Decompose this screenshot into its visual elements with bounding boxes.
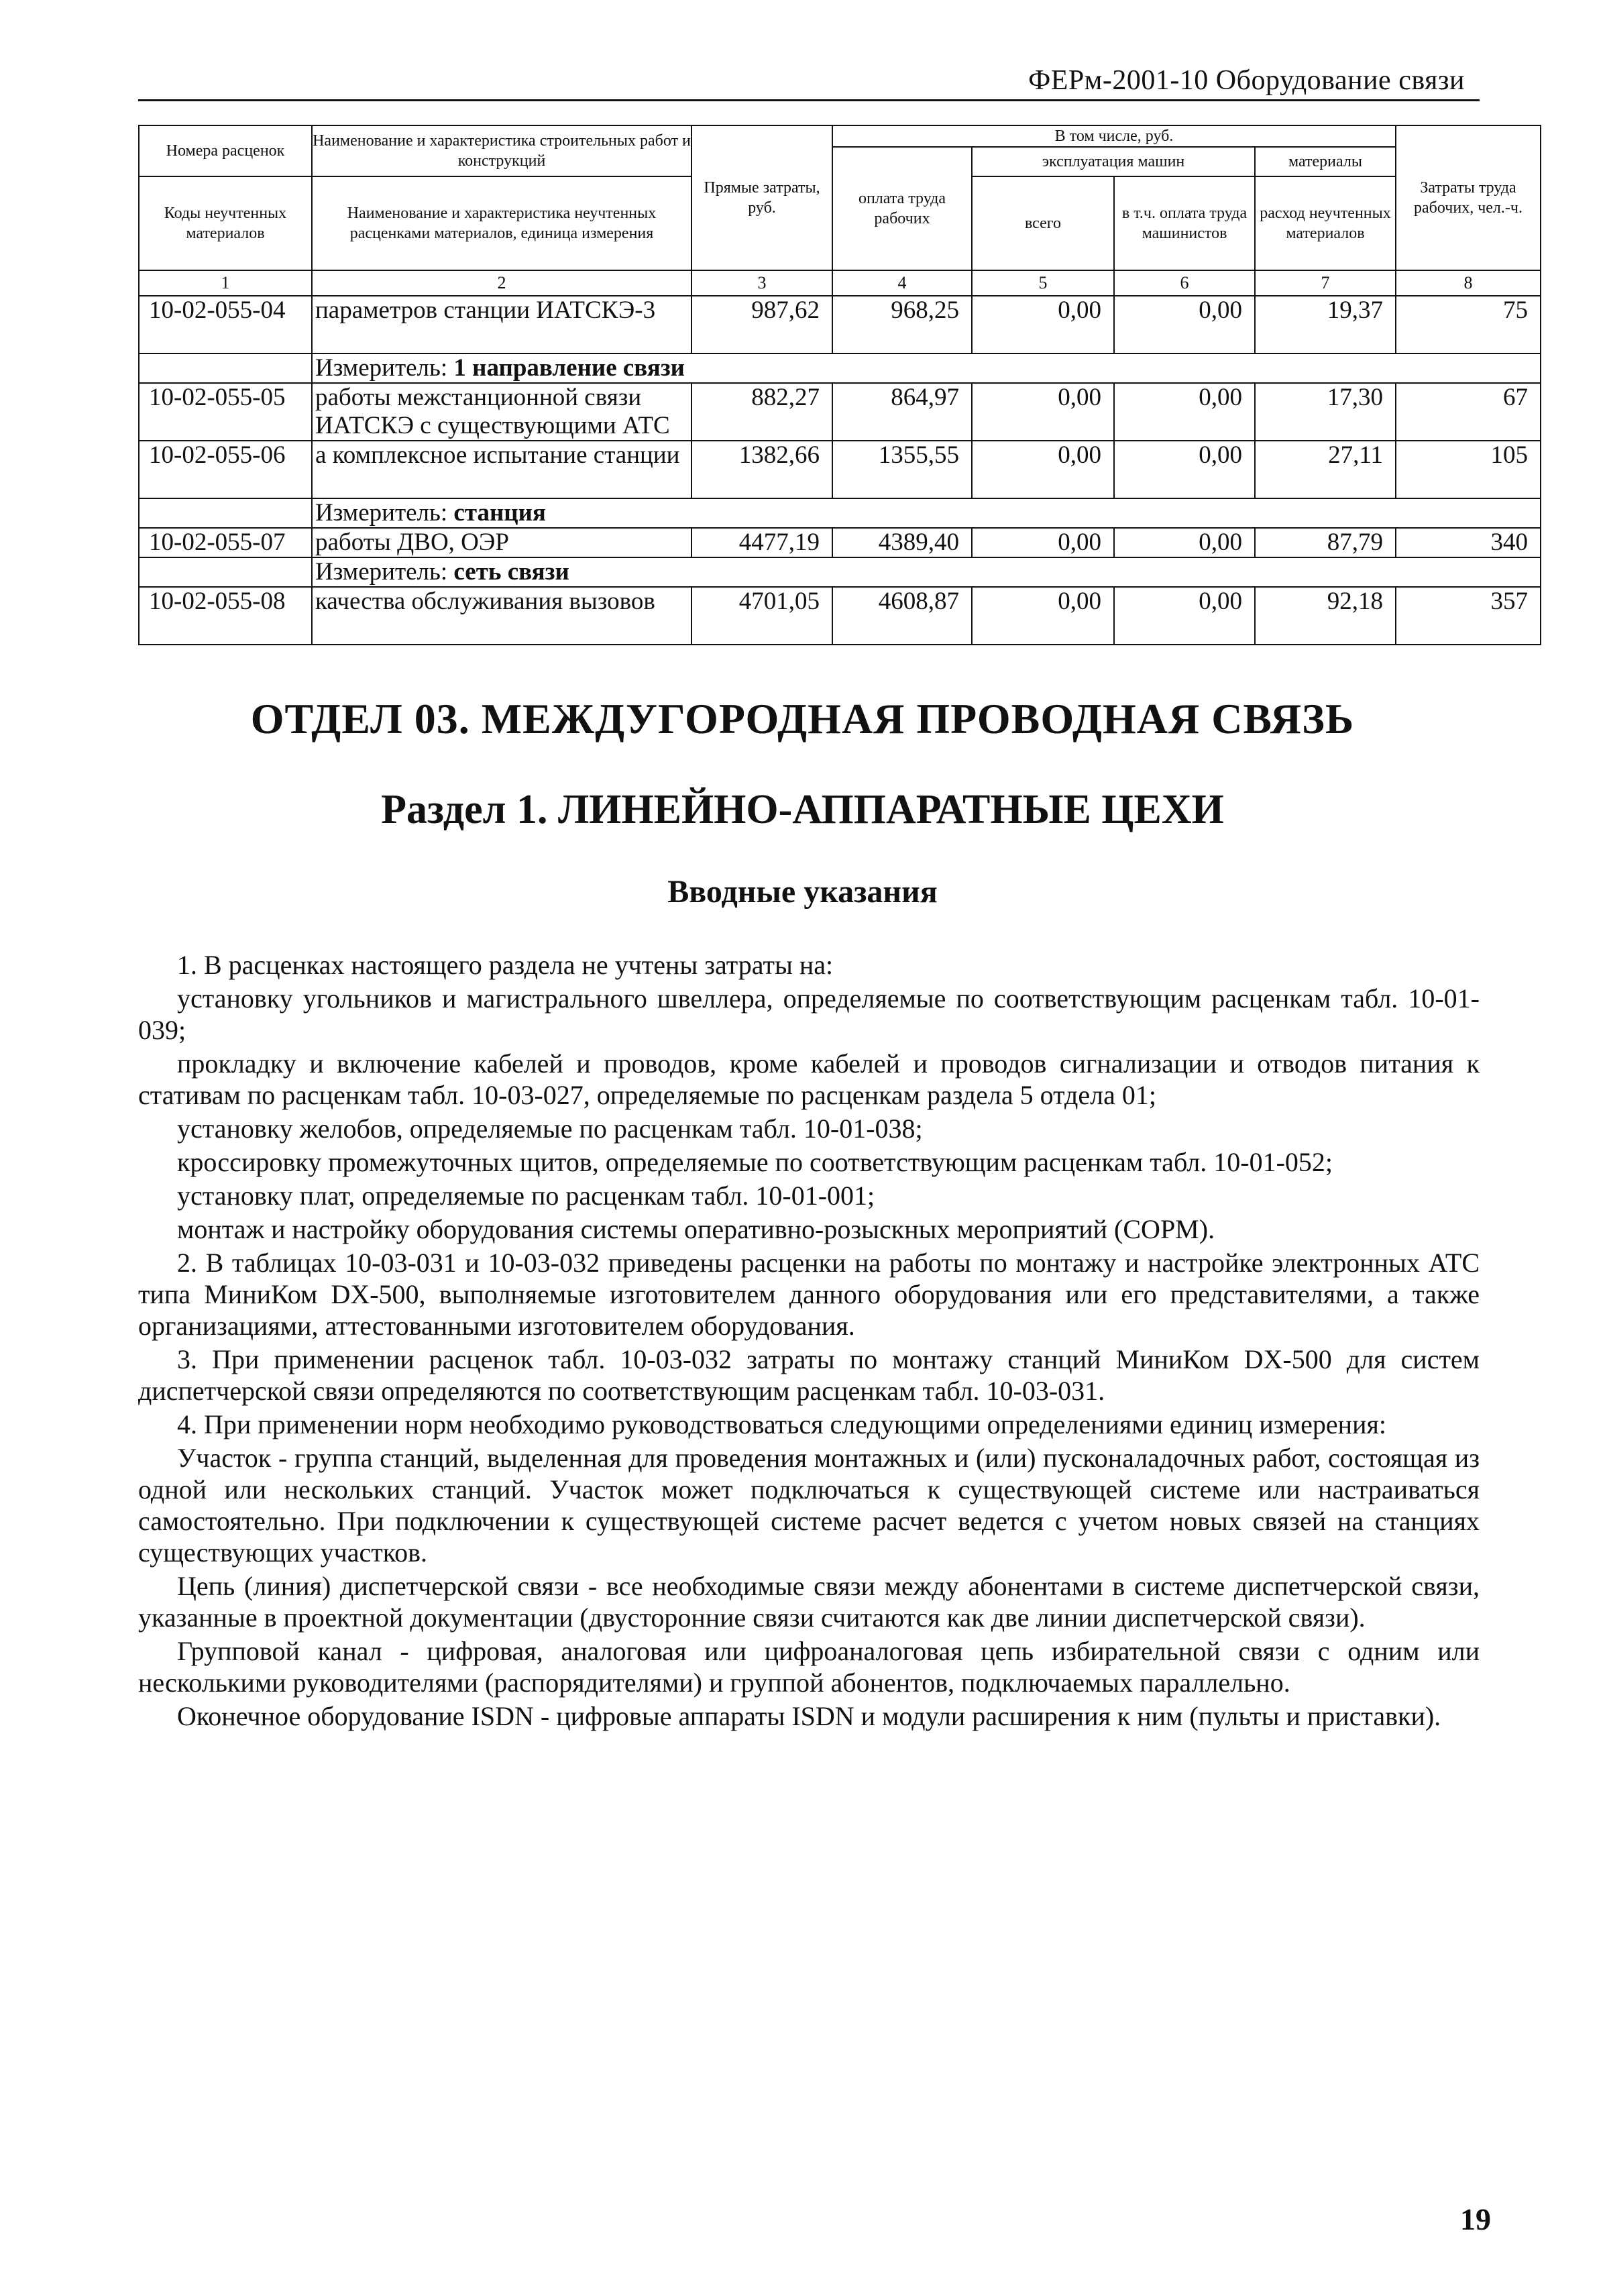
header-material-names: Наименование и характеристика неучтенных расценками материалов, единица измерения — [312, 176, 691, 270]
paragraph: Оконечное оборудование ISDN - цифровые аппараты ISDN и модули расширения к ним (пульты и приставки). — [177, 1701, 1441, 1731]
measure-row — [139, 557, 1541, 587]
header-material-codes: Коды неучтенных материалов — [139, 176, 312, 270]
measure-unit: сеть связи — [453, 558, 569, 586]
measure-unit: 1 направление связи — [453, 354, 685, 382]
machinist-pay: 0,00 — [1114, 441, 1255, 498]
department-title: ОТДЕЛ 03. МЕЖДУГОРОДНАЯ ПРОВОДНАЯ СВЯЗЬ — [250, 695, 1355, 743]
rates-table — [138, 125, 1541, 645]
work-name: работы ДВО, ОЭР — [312, 528, 691, 557]
measure-row — [139, 353, 1541, 383]
direct-costs: 1382,66 — [691, 441, 832, 498]
machines-total: 0,00 — [972, 383, 1114, 441]
document-title: ФЕРм-2001-10 Оборудование связи — [1028, 65, 1465, 96]
worker-pay: 4608,87 — [832, 587, 972, 645]
header-material-consumption: расход неучтенных материалов — [1255, 176, 1396, 270]
paragraph: 4. При применении норм необходимо руководствоваться следующими определениями единиц измерения: — [177, 1409, 1387, 1439]
paragraph: 2. В таблицах 10-03-031 и 10-03-032 приведены расценки на работы по монтажу и настройке электронных АТС типа МиниКом DX-500, выполняемые изготовителем данного оборудования или его представителями, а также организациями, аттестованными изготовителем оборудования. — [138, 1248, 1480, 1341]
direct-costs: 4477,19 — [691, 528, 832, 557]
worker-pay: 864,97 — [832, 383, 972, 441]
table-row — [139, 296, 1541, 353]
measure-label: Измеритель: — [315, 558, 454, 586]
materials: 17,30 — [1255, 383, 1396, 441]
machinist-pay: 0,00 — [1114, 587, 1255, 645]
work-name: качества обслуживания вызовов — [312, 587, 691, 645]
header-machinist-pay: в т.ч. оплата труда машинистов — [1114, 176, 1255, 270]
paragraph: Групповой канал - цифровая, аналоговая или цифроаналоговая цепь избирательной связи с одним или несколькими руководителями (распорядителями) и группой абонентов, подключаемых параллельно. — [138, 1636, 1480, 1698]
materials: 92,18 — [1255, 587, 1396, 645]
header-rate-number: Номера расценок — [139, 125, 312, 176]
machinist-pay: 0,00 — [1114, 383, 1255, 441]
column-number: 2 — [312, 270, 691, 296]
section-title: Раздел 1. ЛИНЕЙНО-АППАРАТНЫЕ ЦЕХИ — [381, 787, 1224, 832]
column-number: 3 — [691, 270, 832, 296]
paragraph: прокладку и включение кабелей и проводов, кроме кабелей и проводов сигнализации и отводов питания к стативам по расценкам табл. 10-03-027, определяемые по расценкам раздела 5 отдела 01; — [138, 1048, 1480, 1110]
labor-hours: 67 — [1396, 383, 1541, 441]
table-row — [139, 528, 1541, 557]
table-row — [139, 587, 1541, 645]
column-number: 6 — [1114, 270, 1255, 296]
paragraph: 1. В расценках настоящего раздела не учтены затраты на: — [177, 950, 834, 980]
intro-title: Вводные указания — [667, 874, 938, 910]
rate-code: 10-02-055-07 — [139, 528, 312, 557]
page-number: 19 — [1460, 2202, 1491, 2236]
paragraph: кроссировку промежуточных щитов, определяемые по соответствующим расценкам табл. 10-01-052; — [177, 1147, 1333, 1177]
header-machines-total: всего — [972, 176, 1114, 270]
measure-row — [139, 498, 1541, 528]
measure-unit: станция — [453, 499, 546, 527]
machines-total: 0,00 — [972, 296, 1114, 353]
paragraph: установку плат, определяемые по расценкам табл. 10-01-001; — [177, 1181, 875, 1211]
labor-hours: 340 — [1396, 528, 1541, 557]
rate-code: 10-02-055-08 — [139, 587, 312, 645]
paragraph: монтаж и настройку оборудования системы оперативно-розыскных мероприятий (СОРМ). — [177, 1214, 1215, 1244]
header-machine-operation: эксплуатация машин — [972, 147, 1255, 176]
header-materials: материалы — [1255, 147, 1396, 176]
column-number: 7 — [1255, 270, 1396, 296]
labor-hours: 357 — [1396, 587, 1541, 645]
paragraph: 3. При применении расценок табл. 10-03-032 затраты по монтажу станций МиниКом DX-500 для систем диспетчерской связи определяются по соответствующим расценкам табл. 10-03-031. — [138, 1344, 1480, 1406]
paragraph: Участок - группа станций, выделенная для проведения монтажных и (или) пусконаладочных работ, состоящая из одной или нескольких станций. Участок может подключаться к существующей системе или настраиваться самостоятельно. При подключении к существующей системе расчет ведется с учетом новых связей на станциях существующих участков. — [138, 1443, 1480, 1568]
paragraph: установку угольников и магистрального швеллера, определяемые по соответствующим расценкам табл. 10-01-039; — [138, 983, 1480, 1045]
work-name: а комплексное испытание станции — [312, 441, 691, 498]
materials: 27,11 — [1255, 441, 1396, 498]
direct-costs: 4701,05 — [691, 587, 832, 645]
header-including: В том числе, руб. — [832, 125, 1396, 147]
intro-text — [138, 949, 1480, 1734]
measure-label: Измеритель: — [315, 499, 454, 527]
rate-code: 10-02-055-06 — [139, 441, 312, 498]
column-number: 1 — [139, 270, 312, 296]
measure-label: Измеритель: — [315, 354, 454, 382]
column-number: 4 — [832, 270, 972, 296]
table-row — [139, 383, 1541, 441]
worker-pay: 4389,40 — [832, 528, 972, 557]
column-number: 5 — [972, 270, 1114, 296]
direct-costs: 987,62 — [691, 296, 832, 353]
header-labor-hours: Затраты труда рабочих, чел.-ч. — [1396, 125, 1541, 270]
header-work-name: Наименование и характеристика строительных работ и конструкций — [312, 125, 691, 176]
machinist-pay: 0,00 — [1114, 528, 1255, 557]
machines-total: 0,00 — [972, 528, 1114, 557]
machines-total: 0,00 — [972, 441, 1114, 498]
labor-hours: 75 — [1396, 296, 1541, 353]
rate-code: 10-02-055-05 — [139, 383, 312, 441]
column-number: 8 — [1396, 270, 1541, 296]
running-header — [138, 64, 1480, 101]
header-direct-costs: Прямые затраты, руб. — [691, 125, 832, 270]
worker-pay: 1355,55 — [832, 441, 972, 498]
machinist-pay: 0,00 — [1114, 296, 1255, 353]
labor-hours: 105 — [1396, 441, 1541, 498]
paragraph: установку желобов, определяемые по расценкам табл. 10-01-038; — [177, 1113, 923, 1144]
worker-pay: 968,25 — [832, 296, 972, 353]
rate-code: 10-02-055-04 — [139, 296, 312, 353]
materials: 19,37 — [1255, 296, 1396, 353]
header-worker-pay: оплата труда рабочих — [832, 147, 972, 270]
table-row — [139, 441, 1541, 498]
direct-costs: 882,27 — [691, 383, 832, 441]
materials: 87,79 — [1255, 528, 1396, 557]
work-name: параметров станции ИАТСКЭ-3 — [312, 296, 691, 353]
machines-total: 0,00 — [972, 587, 1114, 645]
work-name: работы межстанционной связи ИАТСКЭ с существующими АТС — [312, 383, 691, 441]
paragraph: Цепь (линия) диспетчерской связи - все необходимые связи между абонентами в системе диспетчерской связи, указанные в проектной документации (двусторонние связи считаются как две линии диспетчерской связи). — [138, 1571, 1480, 1633]
